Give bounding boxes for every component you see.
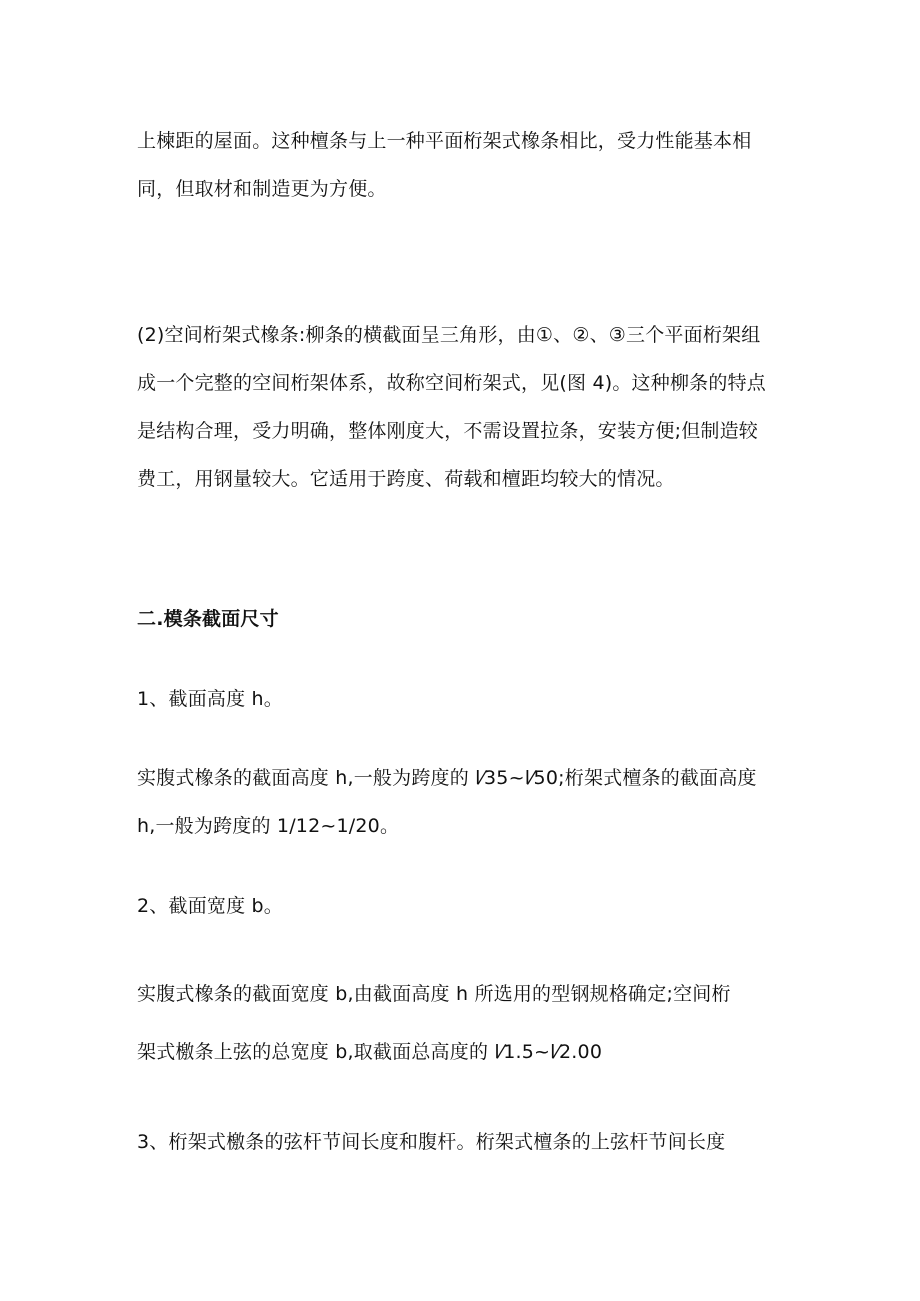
paragraph-2-line-4: 费工，用钢量较大。它适用于跨度、荷载和檀距均较大的情况。 [137, 468, 675, 490]
item-1-title: 1、截面高度 h。 [137, 688, 283, 710]
item-2-line-1: 实腹式橡条的截面宽度 b,由截面高度 h 所选用的型钢规格确定;空间桁 [137, 983, 731, 1005]
paragraph-1-line-1: 上楝距的屋面。这种檀条与上一种平面桁架式橡条相比，受力性能基本相 [137, 130, 752, 152]
paragraph-2-line-2: 成一个完整的空间桁架体系，故称空间桁架式，见(图 4)。这种柳条的特点 [137, 372, 766, 394]
section-heading: 二.模条截面尺寸 [137, 608, 279, 630]
item-1-line-2: h,一般为跨度的 1/12~1/20。 [137, 815, 400, 837]
paragraph-2-line-1: (2)空间桁架式橡条:柳条的横截面呈三角形，由①、②、③三个平面桁架组 [137, 324, 761, 346]
item-3-title: 3、桁架式檄条的弦杆节间长度和腹杆。桁架式檀条的上弦杆节间长度 [137, 1131, 726, 1153]
paragraph-1-line-2: 同，但取材和制造更为方便。 [137, 178, 387, 200]
item-1-line-1: 实腹式橡条的截面高度 h,一般为跨度的 l⁄35~l⁄50;桁架式檀条的截面高度 [137, 767, 757, 789]
paragraph-2-line-3: 是结构合理，受力明确，整体刚度大，不需设置拉条，安装方便;但制造较 [137, 420, 759, 442]
item-2-title: 2、截面宽度 b。 [137, 895, 283, 917]
item-2-line-2: 架式檄条上弦的总宽度 b,取截面总高度的 l⁄1.5~l⁄2.00 [137, 1041, 603, 1063]
